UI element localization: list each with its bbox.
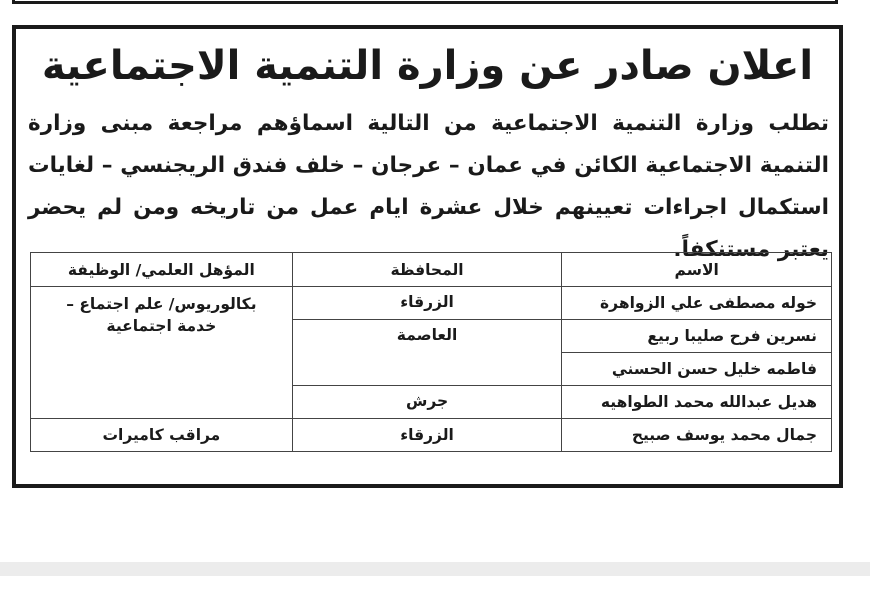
name-cell: خوله مصطفى علي الزواهرة: [562, 287, 832, 320]
name-cell: جمال محمد يوسف صبيح: [562, 419, 832, 452]
name-cell: هديل عبدالله محمد الطواهيه: [562, 386, 832, 419]
qualification-cell: بكالوريوس/ علم اجتماع – خدمة اجتماعية: [31, 287, 293, 419]
announcement-frame: [12, 25, 843, 488]
name-cell: فاطمه خليل حسن الحسني: [562, 353, 832, 386]
table-header-row: [31, 253, 832, 287]
header-name: الاسم: [562, 253, 832, 287]
governorate-cell: الزرقاء: [292, 287, 562, 320]
page-footer-bar: [0, 562, 870, 576]
table-row: [31, 419, 832, 452]
header-qualification: المؤهل العلمي/ الوظيفة: [31, 253, 293, 287]
previous-ad-frame: [12, 0, 838, 4]
appointees-table: [30, 252, 832, 452]
governorate-cell: العاصمة: [292, 320, 562, 386]
governorate-cell: الزرقاء: [292, 419, 562, 452]
announcement-title: اعلان صادر عن وزارة التنمية الاجتماعية: [41, 43, 814, 89]
qualification-cell: مراقب كاميرات: [31, 419, 293, 452]
announcement-body: تطلب وزارة التنمية الاجتماعية من التالية اسماؤهم مراجعة مبنى وزارة التنمية الاجتماعية الكائن في عمان – عرجان – خلف فندق الريجنسي – لغايات استكمال اجراءات تعيينهم خلال عشرة ايام عمل من تاريخه ومن لم يحضر يعتبر مستنكفاً.: [28, 111, 829, 262]
table-row: [31, 287, 832, 320]
name-cell: نسرين فرح صليبا ربيع: [562, 320, 832, 353]
governorate-cell: جرش: [292, 386, 562, 419]
header-governorate: المحافظة: [292, 253, 562, 287]
